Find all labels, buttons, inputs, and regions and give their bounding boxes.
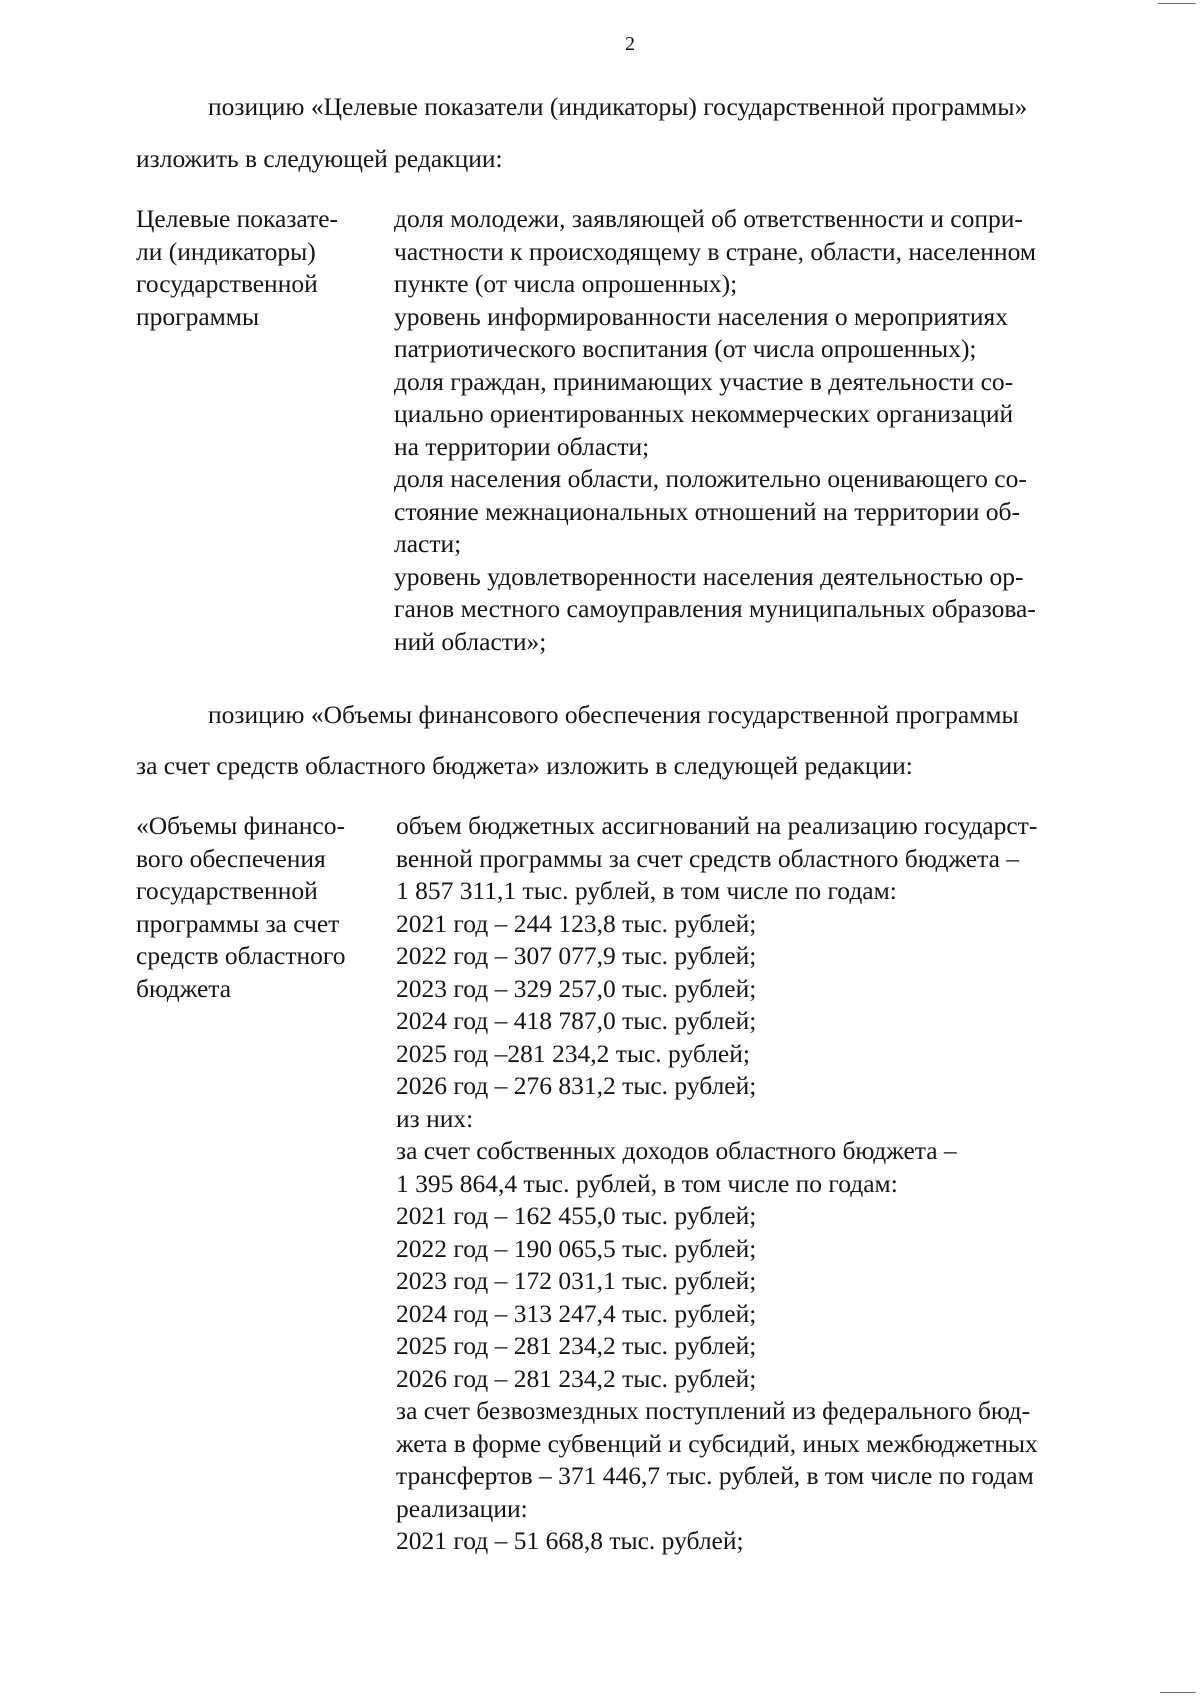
section2-value-line: реализации: bbox=[396, 1493, 528, 1523]
section2-label-line: средств областного bbox=[136, 941, 346, 970]
section2-value-line: венной программы за счет средств областного бюджета – bbox=[396, 843, 1020, 873]
section1-label-line: Целевые показате- bbox=[136, 204, 339, 233]
section2-value-line: 1 395 864,4 тыс. рублей, в том числе по годам: bbox=[396, 1168, 898, 1198]
section2-label-line: вого обеспечения bbox=[136, 843, 326, 873]
section2-value-line: из них: bbox=[396, 1103, 474, 1133]
section1-value-line: уровень удовлетворенности населения деятельностью ор- bbox=[394, 561, 1024, 591]
section1-intro-line1: позицию «Целевые показатели (индикаторы) государственной программы» bbox=[208, 92, 1028, 121]
section1-value-line: ласти; bbox=[394, 529, 462, 558]
section1-value-line: циально ориентированных некоммерческих организаций bbox=[394, 399, 1014, 428]
section2-value-line: 2026 год – 281 234,2 тыс. рублей; bbox=[396, 1363, 757, 1393]
section2-label-line: программы за счет bbox=[136, 908, 340, 938]
section2-label-line: «Объемы финансо- bbox=[136, 811, 345, 840]
section1-value-line: частности к происходящему в стране, области, населенном bbox=[394, 236, 1036, 266]
section1-value-line: на территории области; bbox=[394, 431, 650, 461]
section1-value-line: доля молодежи, заявляющей об ответственности и сопри- bbox=[394, 204, 1023, 233]
section2-value-line: 2021 год – 51 668,8 тыс. рублей; bbox=[396, 1526, 744, 1555]
section2-value-line: трансфертов – 371 446,7 тыс. рублей, в том числе по годам bbox=[396, 1461, 1034, 1490]
section2-value-line: объем бюджетных ассигнований на реализацию государст- bbox=[396, 811, 1038, 840]
section2-value-line: 2026 год – 276 831,2 тыс. рублей; bbox=[396, 1071, 757, 1100]
page-number: 2 bbox=[625, 33, 635, 55]
section2-intro-line1: позицию «Объемы финансового обеспечения государственной программы bbox=[208, 700, 1019, 729]
section1-value bbox=[394, 203, 1036, 658]
section1-label-line: программы bbox=[136, 301, 260, 331]
section2-value-line: жета в форме субвенций и субсидий, иных межбюджетных bbox=[396, 1428, 1038, 1458]
section2-value bbox=[396, 810, 1038, 1558]
section1-value-line: уровень информированности населения о мероприятиях bbox=[394, 301, 1008, 331]
section2-value-line: 1 857 311,1 тыс. рублей, в том числе по годам: bbox=[396, 876, 897, 905]
section2-value-line: за счет безвозмездных поступлений из федерального бюд- bbox=[396, 1396, 1031, 1425]
section2-value-line: 2023 год – 329 257,0 тыс. рублей; bbox=[396, 973, 757, 1003]
section1-value-line: ний области»; bbox=[394, 626, 547, 656]
section1-value-line: пункте (от числа опрошенных); bbox=[394, 269, 738, 298]
section2-label-line: бюджета bbox=[136, 973, 232, 1003]
section2-value-line: 2025 год – 281 234,2 тыс. рублей; bbox=[396, 1331, 757, 1360]
section2-value-line: 2024 год – 418 787,0 тыс. рублей; bbox=[396, 1006, 757, 1035]
section2-value-line: 2021 год – 244 123,8 тыс. рублей; bbox=[396, 908, 757, 938]
section1-label bbox=[136, 203, 338, 333]
section2-value-line: 2022 год – 190 065,5 тыс. рублей; bbox=[396, 1233, 757, 1263]
section1-intro-line2: изложить в следующей редакции: bbox=[136, 144, 503, 173]
section1-value-line: доля населения области, положительно оценивающего со- bbox=[394, 464, 1027, 493]
section2-value-line: 2022 год – 307 077,9 тыс. рублей; bbox=[396, 941, 757, 970]
section2-value-line: 2021 год – 162 455,0 тыс. рублей; bbox=[396, 1201, 757, 1230]
section1-label-line: государственной bbox=[136, 269, 318, 298]
section2-value-line: 2025 год –281 234,2 тыс. рублей; bbox=[396, 1038, 750, 1068]
section1-value-line: стояние межнациональных отношений на территории об- bbox=[394, 496, 1020, 526]
section1-value-line: патриотического воспитания (от числа опрошенных); bbox=[394, 334, 977, 363]
section1-value-line: ганов местного самоуправления муниципальных образова- bbox=[394, 594, 1036, 623]
scan-edge-mark bbox=[1160, 1692, 1196, 1693]
section2-intro-line2: за счет средств областного бюджета» изложить в следующей редакции: bbox=[136, 751, 913, 780]
section1-label-line: ли (индикаторы) bbox=[136, 236, 316, 266]
section1-value-line: доля граждан, принимающих участие в деятельности со- bbox=[394, 366, 1014, 396]
scan-edge-mark bbox=[1158, 3, 1196, 4]
section2-label bbox=[136, 810, 345, 1005]
section2-value-line: 2024 год – 313 247,4 тыс. рублей; bbox=[396, 1298, 757, 1328]
section2-label-line: государственной bbox=[136, 876, 318, 905]
section2-value-line: за счет собственных доходов областного бюджета – bbox=[396, 1136, 957, 1165]
section2-value-line: 2023 год – 172 031,1 тыс. рублей; bbox=[396, 1266, 757, 1295]
